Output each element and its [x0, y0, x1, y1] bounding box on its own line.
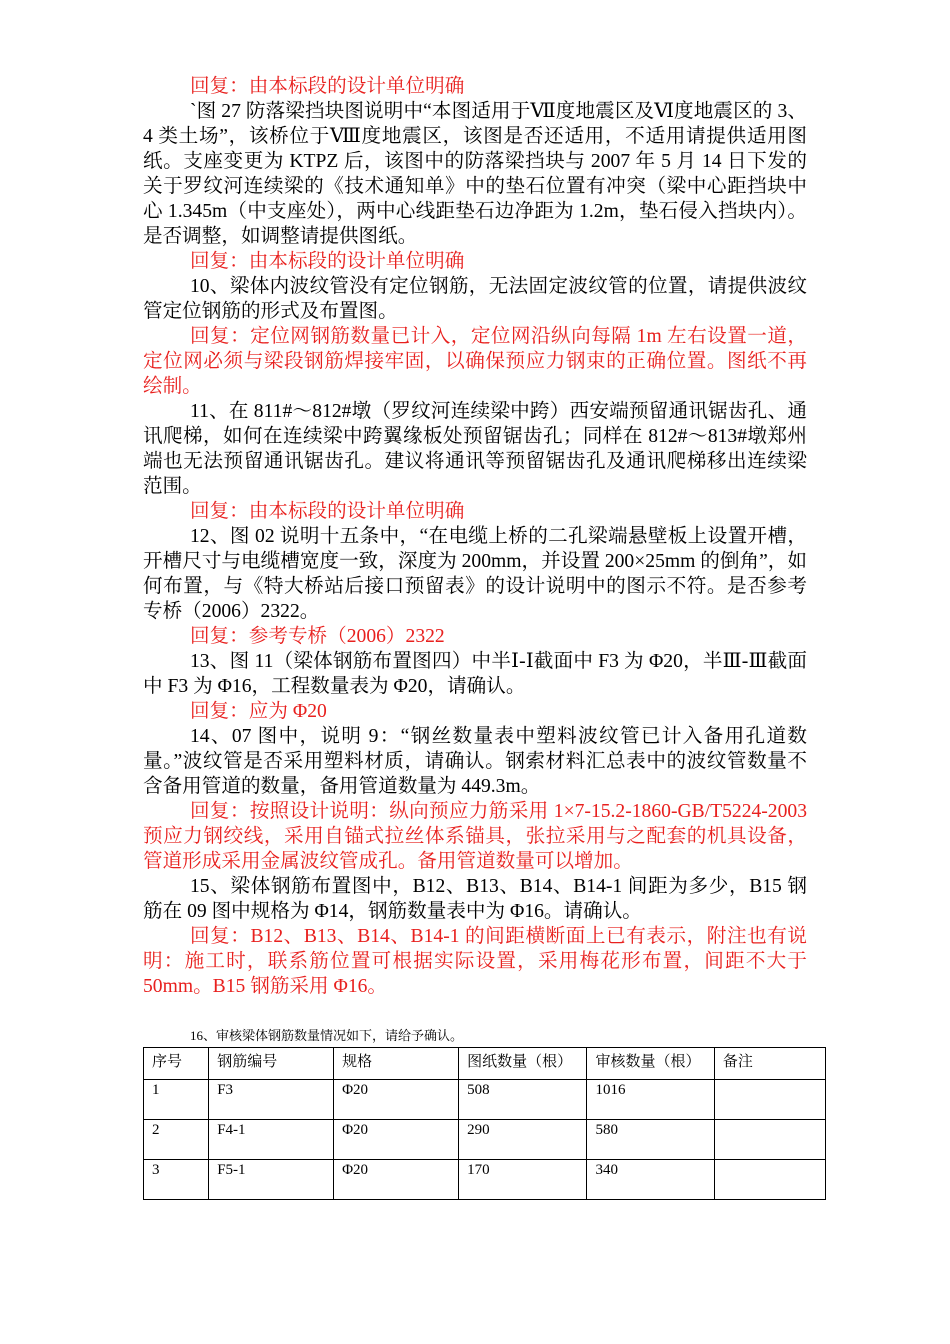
table-row	[144, 1120, 826, 1160]
rebar-quantity-table	[143, 1047, 826, 1200]
reply-paragraph: 回复：由本标段的设计单位明确	[190, 76, 465, 97]
document-body	[143, 74, 807, 999]
reply-paragraph: 回复：由本标段的设计单位明确	[190, 501, 465, 522]
header-cell-rebar-id: 钢筋编号	[209, 1048, 334, 1080]
cell-drawing-qty: 508	[459, 1080, 587, 1120]
question-paragraph: 14、07 图中，说明 9：“钢丝数量表中塑料波纹管已计入备用孔道数量。”波纹管是否采用塑料材质，请确认。钢索材料汇总表中的波纹管数量不含备用管道的数量，备用管道数量为 449.3m。	[143, 726, 807, 797]
cell-spec: Φ20	[334, 1120, 459, 1160]
cell-rebar-id: F3	[209, 1080, 334, 1120]
table-header-row	[144, 1048, 826, 1080]
reply-paragraph: 回复：由本标段的设计单位明确	[190, 251, 465, 272]
header-cell-drawing-qty: 图纸数量（根）	[459, 1048, 587, 1080]
reply-paragraph: 回复：定位网钢筋数量已计入，定位网沿纵向每隔 1m 左右设置一道，定位网必须与梁段钢筋焊接牢固，以确保预应力钢束的正确位置。图纸不再绘制。	[143, 326, 807, 397]
cell-audit-qty: 1016	[587, 1080, 714, 1120]
header-cell-audit-qty: 审核数量（根）	[587, 1048, 714, 1080]
table-row	[144, 1080, 826, 1120]
header-cell-spec: 规格	[334, 1048, 459, 1080]
cell-index: 3	[144, 1160, 209, 1200]
cell-remarks	[714, 1120, 825, 1160]
question-paragraph: `图 27 防落梁挡块图说明中“本图适用于Ⅶ度地震区及Ⅵ度地震区的 3、4 类土场”，该桥位于Ⅷ度地震区，该图是否还适用，不适用请提供适用图纸。支座变更为 KTPZ 后，该图中的防落梁挡块与 2007 年 5 月 14 日下发的关于罗纹河连续梁的《技术通知单》中的垫石位置有冲突（梁中心距挡块中心 1.345m（中支座处），两中心线距垫石边净距为 1.2m，垫石侵入挡块内）。是否调整，如调整请提供图纸。	[143, 101, 807, 247]
cell-audit-qty: 340	[587, 1160, 714, 1200]
table-row	[144, 1160, 826, 1200]
cell-index: 1	[144, 1080, 209, 1120]
cell-remarks	[714, 1160, 825, 1200]
header-cell-index: 序号	[144, 1048, 209, 1080]
reply-paragraph: 回复：按照设计说明：纵向预应力筋采用 1×7-15.2-1860-GB/T5224-2003 预应力钢绞线，采用自锚式拉丝体系锚具，张拉采用与之配套的机具设备，管道形成采用金属波纹管成孔。备用管道数量可以增加。	[143, 801, 807, 872]
cell-drawing-qty: 290	[459, 1120, 587, 1160]
reply-paragraph: 回复：参考专桥（2006）2322	[190, 626, 445, 647]
cell-spec: Φ20	[334, 1080, 459, 1120]
question-paragraph: 11、在 811#～812#墩（罗纹河连续梁中跨）西安端预留通讯锯齿孔、通讯爬梯，如何在连续梁中跨翼缘板处预留锯齿孔；同样在 812#～813#墩郑州端也无法预留通讯锯齿孔。建议将通讯等预留锯齿孔及通讯爬梯移出连续梁范围。	[143, 401, 807, 497]
cell-index: 2	[144, 1120, 209, 1160]
cell-rebar-id: F5-1	[209, 1160, 334, 1200]
header-cell-remarks: 备注	[714, 1048, 825, 1080]
question-paragraph: 13、图 11（梁体钢筋布置图四）中半Ⅰ-Ⅰ截面中 F3 为 Φ20，半Ⅲ-Ⅲ截面中 F3 为 Φ16，工程数量表为 Φ20，请确认。	[143, 651, 807, 697]
cell-audit-qty: 580	[587, 1120, 714, 1160]
table-caption: 16、审核梁体钢筋数量情况如下，请给予确认。	[190, 1028, 464, 1043]
reply-paragraph: 回复：应为 Φ20	[190, 701, 327, 722]
cell-remarks	[714, 1080, 825, 1120]
question-paragraph: 15、梁体钢筋布置图中，B12、B13、B14、B14-1 间距为多少，B15 钢筋在 09 图中规格为 Φ14，钢筋数量表中为 Φ16。请确认。	[143, 876, 807, 922]
question-paragraph: 10、梁体内波纹管没有定位钢筋，无法固定波纹管的位置，请提供波纹管定位钢筋的形式及布置图。	[143, 276, 807, 322]
cell-rebar-id: F4-1	[209, 1120, 334, 1160]
cell-drawing-qty: 170	[459, 1160, 587, 1200]
reply-paragraph: 回复：B12、B13、B14、B14-1 的间距横断面上已有表示，附注也有说明：施工时，联系筋位置可根据实际设置，采用梅花形布置，间距不大于 50mm。B15 钢筋采用 Φ16。	[143, 926, 807, 997]
cell-spec: Φ20	[334, 1160, 459, 1200]
question-paragraph: 12、图 02 说明十五条中，“在电缆上桥的二孔梁端悬壁板上设置开槽，开槽尺寸与电缆槽宽度一致，深度为 200mm，并设置 200×25mm 的倒角”，如何布置，与《特大桥站后接口预留表》的设计说明中的图示不符。是否参考专桥（2006）2322。	[143, 526, 807, 622]
